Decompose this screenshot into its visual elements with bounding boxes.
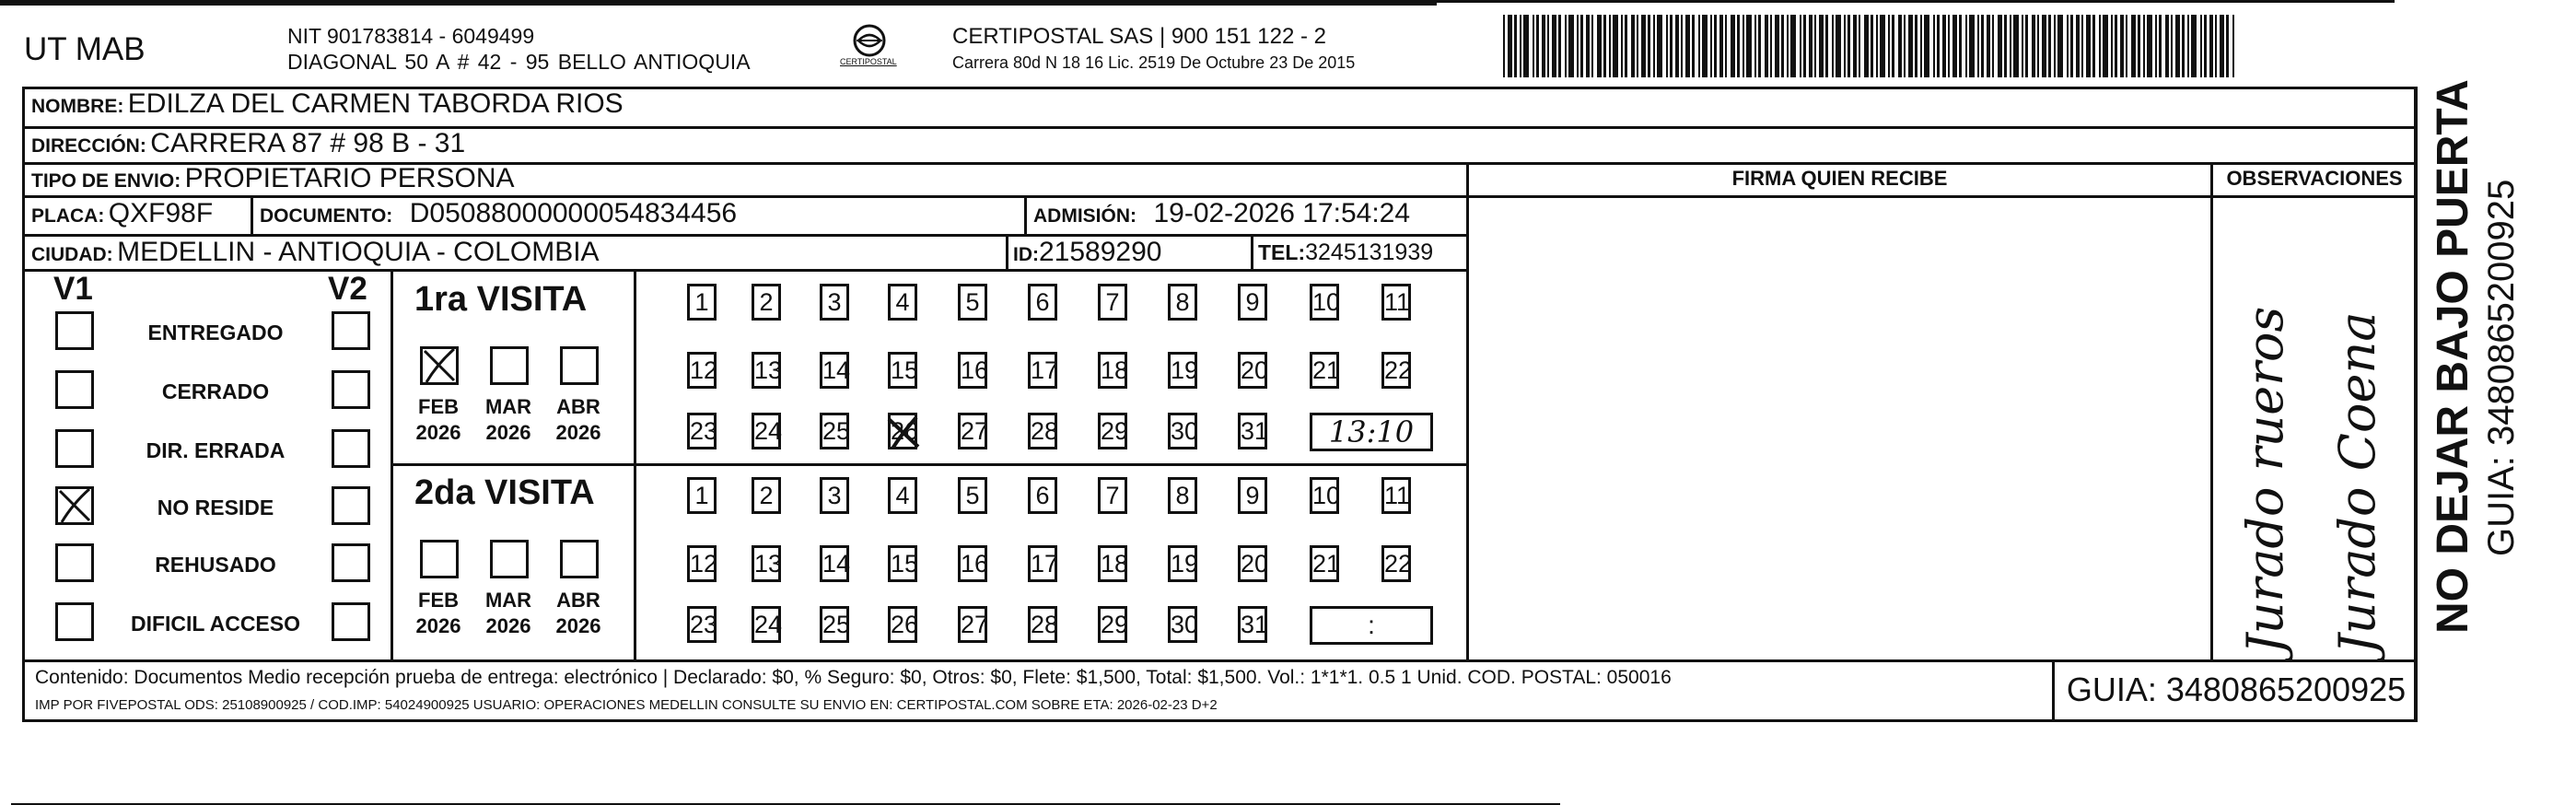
observations-col-divider <box>2210 162 2213 659</box>
row-line <box>22 269 1468 272</box>
day-box[interactable]: 20 <box>1238 352 1267 389</box>
status-option-label: NO RESIDE <box>157 496 274 519</box>
day-box[interactable]: 27 <box>958 413 987 449</box>
status-v1-checkbox[interactable] <box>55 311 94 350</box>
handwriting-line-2: Jurado Coena <box>2328 311 2386 654</box>
day-box[interactable]: 11 <box>1381 284 1411 321</box>
x-mark-icon <box>885 412 922 452</box>
signature-col-divider <box>1466 162 1469 659</box>
month-checkbox[interactable] <box>560 346 599 385</box>
name-label: NOMBRE: <box>31 96 124 117</box>
address-label: DIRECCIÓN: <box>31 135 146 157</box>
day-box[interactable]: 29 <box>1098 606 1127 643</box>
day-box[interactable]: 12 <box>687 545 717 582</box>
month-label: FEB <box>418 589 459 612</box>
status-v2-checkbox[interactable] <box>332 370 370 409</box>
x-mark-icon <box>419 345 460 386</box>
plate-value: QXF98F <box>108 198 214 228</box>
v2-label: V2 <box>328 271 367 307</box>
day-box[interactable]: 1 <box>687 284 717 321</box>
day-box[interactable]: 3 <box>820 477 849 514</box>
row-line <box>22 659 2417 662</box>
visit1-title: 1ra VISITA <box>414 280 588 319</box>
address-row <box>31 128 465 159</box>
month-year: 2026 <box>555 614 601 637</box>
company-address: DIAGONAL 50 A # 42 - 95 BELLO ANTIOQUIA <box>287 50 751 74</box>
month-label: ABR <box>556 395 600 418</box>
cell-divider <box>1024 197 1027 234</box>
day-box[interactable]: 17 <box>1028 545 1057 582</box>
day-box[interactable]: 8 <box>1168 477 1197 514</box>
day-box[interactable]: 28 <box>1028 413 1057 449</box>
day-box[interactable]: 10 <box>1310 477 1339 514</box>
day-box[interactable]: 14 <box>820 545 849 582</box>
day-box[interactable]: 15 <box>888 545 917 582</box>
document-label: DOCUMENTO: <box>260 205 393 227</box>
document-value: D05088000000054834456 <box>409 198 738 228</box>
footer-contents: Contenido: Documentos Medio recepción prueba de entrega: electrónico | Declarado: $0, % Seguro: $0, Otros: $0, Flete: $1,500, Total: $1,500. Vol.: 1*1*1. 0.5 1 Unid. COD. POSTAL: 050016 <box>35 667 1672 688</box>
tel-value: 3245131939 <box>1305 239 1434 265</box>
city-label: CIUDAD: <box>31 244 113 265</box>
status-v1-checkbox[interactable] <box>55 429 94 468</box>
day-box[interactable]: 22 <box>1381 352 1411 389</box>
day-box[interactable]: 24 <box>752 413 781 449</box>
month-checkbox[interactable] <box>560 540 599 578</box>
day-box[interactable]: 21 <box>1310 545 1339 582</box>
guia-col-divider <box>2052 659 2055 722</box>
month-year: 2026 <box>485 614 531 637</box>
month-label: MAR <box>484 589 532 612</box>
day-box[interactable]: 28 <box>1028 606 1057 643</box>
cell-divider <box>251 197 253 234</box>
scan-edge-top <box>0 0 1437 6</box>
day-box[interactable]: 18 <box>1098 352 1127 389</box>
status-option-label: CERRADO <box>161 379 270 403</box>
status-v2-checkbox[interactable] <box>332 429 370 468</box>
day-box[interactable]: 3 <box>820 284 849 321</box>
cell-divider <box>1251 236 1253 269</box>
send-type-row <box>31 163 515 194</box>
day-box[interactable]: 25 <box>820 606 849 643</box>
day-box[interactable]: 31 <box>1238 606 1267 643</box>
admission-cell <box>1033 198 1410 229</box>
day-box[interactable]: 15 <box>888 352 917 389</box>
day-box[interactable]: 2 <box>752 477 781 514</box>
logo-text: CERTIPOSTAL <box>840 57 897 66</box>
day-box[interactable]: 6 <box>1028 477 1057 514</box>
observations-handwriting <box>2218 221 2411 654</box>
day-box[interactable]: 16 <box>958 352 987 389</box>
signature-header: FIRMA QUIEN RECIBE <box>1731 167 1948 190</box>
id-cell <box>1013 237 1161 268</box>
month-checkbox[interactable] <box>420 346 459 385</box>
day-box[interactable]: 13 <box>752 545 781 582</box>
month-year: 2026 <box>415 614 461 637</box>
months-days-divider <box>634 269 636 659</box>
day-box[interactable]: 13 <box>752 352 781 389</box>
month-checkbox[interactable] <box>420 540 459 578</box>
recipient-address: CARRERA 87 # 98 B - 31 <box>150 128 466 158</box>
carrier-name: CERTIPOSTAL SAS | 900 151 122 - 2 <box>952 24 1326 49</box>
day-box[interactable]: 19 <box>1168 545 1197 582</box>
admission-value: 19-02-2026 17:54:24 <box>1153 198 1411 228</box>
observations-header: OBSERVACIONES <box>2226 167 2403 190</box>
side-warning: NO DEJAR BAJO PUERTA <box>2429 79 2477 634</box>
day-box[interactable]: 16 <box>958 545 987 582</box>
day-box[interactable]: 1 <box>687 477 717 514</box>
visit2-title: 2da VISITA <box>414 473 595 512</box>
day-box[interactable]: 26 <box>888 413 917 449</box>
send-type: PROPIETARIO PERSONA <box>184 163 515 193</box>
day-box[interactable]: 30 <box>1168 606 1197 643</box>
status-v1-checkbox[interactable] <box>55 602 94 641</box>
day-box[interactable]: 5 <box>958 477 987 514</box>
tel-label: TEL: <box>1258 240 1306 264</box>
id-label: ID: <box>1013 244 1039 265</box>
day-box[interactable]: 11 <box>1381 477 1411 514</box>
company-name: UT MAB <box>24 31 146 67</box>
day-box[interactable]: 22 <box>1381 545 1411 582</box>
city-cell <box>31 237 600 268</box>
day-box[interactable]: 21 <box>1310 352 1339 389</box>
x-mark-icon <box>54 485 95 526</box>
day-box[interactable]: 27 <box>958 606 987 643</box>
status-option-label: ENTREGADO <box>147 321 284 344</box>
send-type-label: TIPO DE ENVIO: <box>31 170 181 192</box>
v1-label: V1 <box>53 271 93 307</box>
month-label: MAR <box>484 395 532 418</box>
visit-time-box[interactable]: : <box>1310 606 1433 645</box>
status-v1-checkbox[interactable] <box>55 486 94 525</box>
status-option-label: DIFICIL ACCESO <box>130 612 300 636</box>
cell-divider <box>1006 236 1008 269</box>
month-checkbox[interactable] <box>490 346 529 385</box>
month-year: 2026 <box>555 421 601 444</box>
day-box[interactable]: 6 <box>1028 284 1057 321</box>
day-box[interactable]: 5 <box>958 284 987 321</box>
day-box[interactable]: 14 <box>820 352 849 389</box>
status-v1-checkbox[interactable] <box>55 370 94 409</box>
month-year: 2026 <box>415 421 461 444</box>
status-v2-checkbox[interactable] <box>332 543 370 582</box>
status-v2-checkbox[interactable] <box>332 311 370 350</box>
day-box[interactable]: 20 <box>1238 545 1267 582</box>
day-box[interactable]: 19 <box>1168 352 1197 389</box>
day-strike-mark <box>885 412 922 452</box>
city-value: MEDELLIN - ANTIOQUIA - COLOMBIA <box>117 237 600 267</box>
handwriting-line-1: Jurado rueros <box>2236 306 2294 654</box>
month-label: ABR <box>556 589 600 612</box>
recipient-name: EDILZA DEL CARMEN TABORDA RIOS <box>127 88 624 119</box>
certipostal-logo <box>833 22 906 76</box>
document-cell <box>260 198 737 229</box>
footer-printing: IMP POR FIVEPOSTAL ODS: 25108900925 / COD.IMP: 54024900925 USUARIO: OPERACIONES MEDELLIN CONSULTE SU ENVIO EN: CERTIPOSTAL.COM SOBRE ETA: 2026-02-23 D+2 <box>35 697 1218 713</box>
visit-divider <box>390 463 1468 466</box>
day-box[interactable]: 31 <box>1238 413 1267 449</box>
day-box[interactable]: 4 <box>888 477 917 514</box>
scan-edge-top-right <box>1437 0 2395 3</box>
plate-cell <box>31 198 213 229</box>
tel-cell <box>1258 239 1433 266</box>
status-v2-checkbox[interactable] <box>332 602 370 641</box>
day-box[interactable]: 12 <box>687 352 717 389</box>
month-year: 2026 <box>485 421 531 444</box>
status-v2-checkbox[interactable] <box>332 486 370 525</box>
day-box[interactable]: 26 <box>888 606 917 643</box>
day-box[interactable]: 9 <box>1238 284 1267 321</box>
day-box[interactable]: 23 <box>687 606 717 643</box>
day-box[interactable]: 4 <box>888 284 917 321</box>
carrier-license: Carrera 80d N 18 16 Lic. 2519 De Octubre 23 De 2015 <box>952 53 1356 72</box>
company-nit: NIT 901783814 - 6049499 <box>287 24 535 48</box>
visit-time-box[interactable]: 13:10 <box>1310 413 1433 451</box>
day-box[interactable]: 2 <box>752 284 781 321</box>
barcode <box>1501 15 2238 77</box>
status-option-label: DIR. ERRADA <box>146 438 286 462</box>
side-guia: GUIA: 3480865200925 <box>2481 179 2522 556</box>
day-box[interactable]: 29 <box>1098 413 1127 449</box>
plate-label: PLACA: <box>31 205 105 227</box>
day-box[interactable]: 10 <box>1310 284 1339 321</box>
status-v1-checkbox[interactable] <box>55 543 94 582</box>
day-box[interactable]: 7 <box>1098 477 1127 514</box>
month-checkbox[interactable] <box>490 540 529 578</box>
day-box[interactable]: 25 <box>820 413 849 449</box>
day-box[interactable]: 9 <box>1238 477 1267 514</box>
day-box[interactable]: 18 <box>1098 545 1127 582</box>
name-row <box>31 88 624 120</box>
footer-guia: GUIA: 3480865200925 <box>2066 671 2407 708</box>
status-option-label: REHUSADO <box>155 553 276 577</box>
day-box[interactable]: 30 <box>1168 413 1197 449</box>
day-box[interactable]: 23 <box>687 413 717 449</box>
day-box[interactable]: 8 <box>1168 284 1197 321</box>
month-label: FEB <box>418 395 459 418</box>
day-box[interactable]: 17 <box>1028 352 1057 389</box>
day-box[interactable]: 24 <box>752 606 781 643</box>
admission-label: ADMISIÓN: <box>1033 205 1136 227</box>
day-box[interactable]: 7 <box>1098 284 1127 321</box>
id-value: 21589290 <box>1039 237 1162 267</box>
